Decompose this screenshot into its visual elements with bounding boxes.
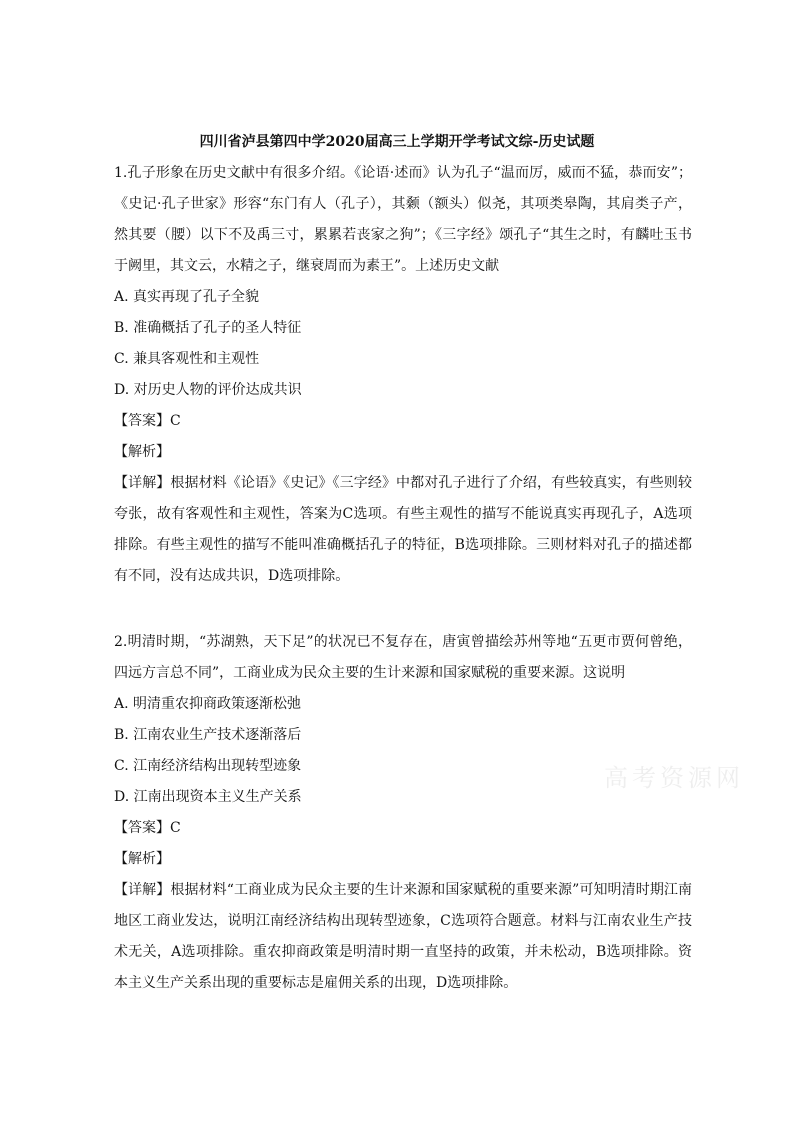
question-2-option-b: B. 江南农业生产技术逐渐落后	[114, 727, 302, 743]
question-2-detail: 【详解】根据材料“工商业成为民众主要的生计来源和国家赋税的重要来源”可知明清时期江南地区工商业发达，说明江南经济结构出现转型迹象，C选项符合题意。材料与江南农业生产技术无关，A选项排除。重农抑商政策是明清时期一直坚持的政策，并未松动，B选项排除。资本主义生产关系出现的重要标志是雇佣关系的出现，D选项排除。	[114, 882, 692, 991]
watermark: 高考资源网	[604, 764, 744, 792]
page-title: 四川省泸县第四中学2020届高三上学期开学考试文综-历史试题	[199, 134, 595, 150]
question-1-analysis-label: 【解析】	[114, 444, 170, 460]
question-2-stem: 2.明清时期，“苏湖熟，天下足”的状况已不复存在，唐寅曾描绘苏州等地“五更市贾何曾绝，四远方言总不同”，工商业成为民众主要的生计来源和国家赋税的重要来源。这说明	[114, 634, 692, 681]
question-2-analysis-label: 【解析】	[114, 851, 170, 867]
question-1-stem: 1.孔子形象在历史文献中有很多介绍。《论语·述而》认为孔子“温而厉，威而不猛，恭而安”；《史记·孔子世家》形容“东门有人（孔子），其颡（额头）似尧，其项类皋陶，其肩类子产，然其要（腰）以下不及禹三寸，累累若丧家之狗”；《三字经》颂孔子“其生之时，有麟吐玉书于阙里，其文云，水精之子，继衰周而为素王”。上述历史文献	[114, 165, 692, 274]
question-1-answer-block	[114, 406, 692, 592]
question-1-detail: 【详解】根据材料《论语》《史记》《三字经》中都对孔子进行了介绍，有些较真实，有些则较夸张，故有客观性和主观性，答案为C选项。有些主观性的描写不能说真实再现孔子，A选项排除。有些主观性的描写不能叫准确概括孔子的特征，B选项排除。三则材料对孔子的描述都有不同，没有达成共识，D选项排除。	[114, 475, 692, 584]
question-2-answer-block	[114, 813, 692, 999]
question-2-options	[114, 689, 692, 813]
question-2-option-a: A. 明清重农抑商政策逐渐松弛	[114, 696, 302, 712]
question-1	[114, 158, 692, 282]
question-2-option-d: D. 江南出现资本主义生产关系	[114, 789, 302, 805]
question-2-answer: 【答案】C	[114, 820, 181, 836]
question-1-option-c: C. 兼具客观性和主观性	[114, 351, 260, 367]
question-1-answer: 【答案】C	[114, 413, 181, 429]
question-1-option-b: B. 准确概括了孔子的圣人特征	[114, 320, 302, 336]
question-2-option-c: C. 江南经济结构出现转型迹象	[114, 758, 302, 774]
question-1-option-d: D. 对历史人物的评价达成共识	[114, 382, 302, 398]
question-1-options	[114, 282, 692, 406]
question-1-option-a: A. 真实再现了孔子全貌	[114, 289, 260, 305]
question-2	[114, 627, 692, 689]
